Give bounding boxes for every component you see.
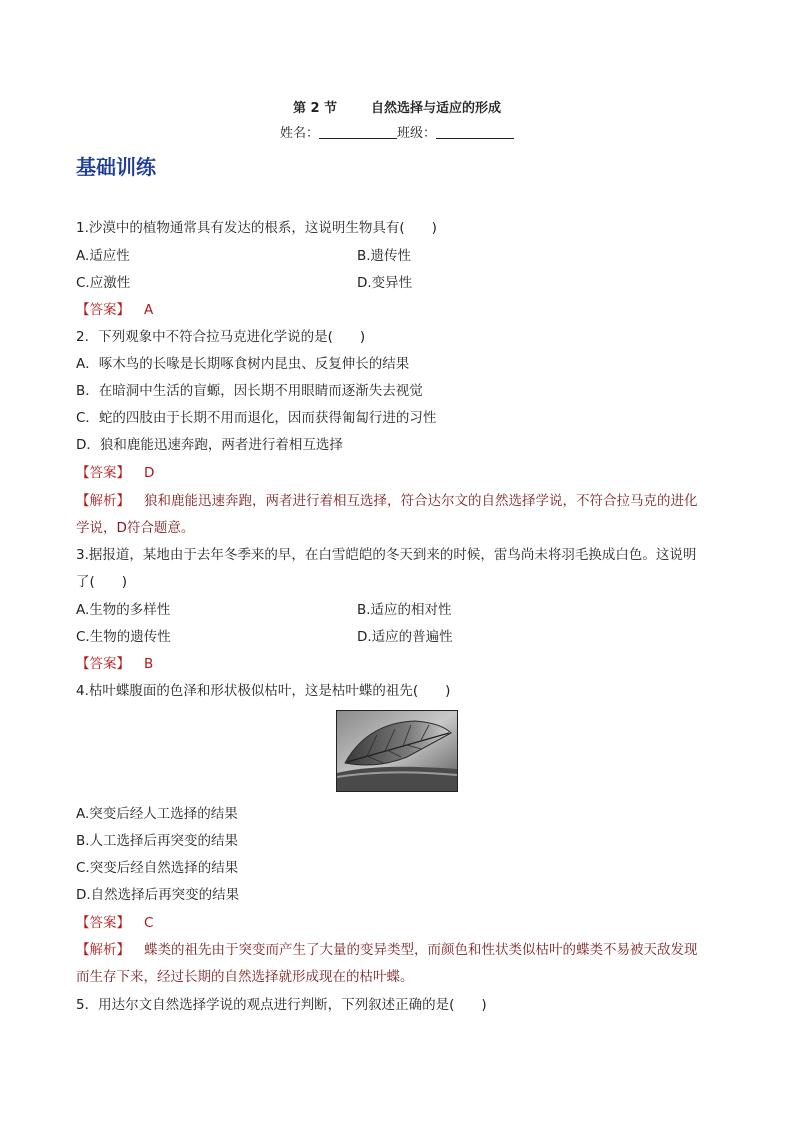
answer-label: 【答案】 [76, 302, 130, 318]
question-5-stem: 5．用达尔文自然选择学说的观点进行判断，下列叙述正确的是( ) [76, 997, 487, 1013]
q1-option-a: A.适应性 [76, 248, 130, 264]
answer-value: B [144, 656, 154, 672]
q2-option-b: B．在暗洞中生活的盲螈，因长期不用眼睛而逐渐失去视觉 [76, 383, 423, 399]
q4-option-b: B.人工选择后再突变的结果 [76, 833, 239, 849]
q4-option-c: C.突变后经自然选择的结果 [76, 860, 239, 876]
answer-value: C [144, 915, 154, 931]
question-3-stem: 3.据报道，某地由于去年冬季来的早，在白雪皑皑的冬天到来的时候，雷鸟尚未将羽毛换成白色。这说明 [76, 547, 697, 563]
q4-answer [76, 914, 153, 932]
explain-text: 狼和鹿能迅速奔跑，两者进行着相互选择，符合达尔文的自然选择学说，不符合拉马克的进化 [144, 493, 698, 509]
q2-option-d: D．狼和鹿能迅速奔跑，两者进行着相互选择 [76, 437, 343, 453]
answer-value: D [144, 465, 155, 481]
q4-explanation [76, 941, 698, 959]
q2-option-a: A．啄木鸟的长喙是长期啄食树内昆虫、反复伸长的结果 [76, 356, 410, 372]
q3-option-b: B.适应的相对性 [357, 602, 452, 618]
q3-answer [76, 655, 153, 673]
q2-option-c: C．蛇的四肢由于长期不用而退化，因而获得匍匐行进的习性 [76, 410, 437, 426]
q2-answer [76, 464, 154, 482]
q3-option-d: D.适应的普遍性 [357, 629, 453, 645]
q4-explanation-cont: 而生存下来，经过长期的自然选择就形成现在的枯叶蝶。 [76, 969, 414, 985]
q3-option-a: A.生物的多样性 [76, 602, 171, 618]
section-number: 第 2 节 [292, 101, 338, 116]
explain-label: 【解析】 [76, 493, 130, 509]
answer-label: 【答案】 [76, 915, 130, 931]
question-1-stem: 1.沙漠中的植物通常具有发达的根系，这说明生物具有( ) [76, 220, 437, 236]
dead-leaf-butterfly-illustration [337, 711, 457, 791]
answer-label: 【答案】 [76, 465, 130, 481]
leaf-butterfly-photo [336, 710, 458, 792]
q4-option-d: D.自然选择后再突变的结果 [76, 887, 240, 903]
q3-option-c: C.生物的遗传性 [76, 629, 171, 645]
explain-label: 【解析】 [76, 942, 130, 958]
answer-value: A [144, 302, 154, 318]
class-label: 班级： [397, 126, 437, 141]
q1-option-b: B.遗传性 [357, 248, 412, 264]
name-label: 姓名： [279, 126, 319, 141]
q1-option-d: D.变异性 [357, 275, 413, 291]
q1-answer [76, 301, 153, 319]
section-heading: 基础训练 [76, 155, 156, 179]
answer-label: 【答案】 [76, 656, 130, 672]
class-blank[interactable] [436, 124, 514, 139]
q2-explanation [76, 492, 698, 510]
question-4-stem: 4.枯叶蝶腹面的色泽和形状极似枯叶，这是枯叶蝶的祖先( ) [76, 683, 451, 699]
lesson-title: 自然选择与适应的形成 [371, 101, 502, 116]
q2-explanation-cont: 学说，D符合题意。 [76, 520, 195, 536]
student-info-line [0, 122, 794, 141]
name-blank[interactable] [319, 124, 397, 139]
explain-text: 蝶类的祖先由于突变而产生了大量的变异类型，而颜色和性状类似枯叶的蝶类不易被天敌发现 [144, 942, 698, 958]
page-title [0, 97, 794, 116]
q4-option-a: A.突变后经人工选择的结果 [76, 806, 238, 822]
question-3-stem-cont: 了( ) [76, 574, 128, 590]
q1-option-c: C.应激性 [76, 275, 131, 291]
question-2-stem: 2．下列观象中不符合拉马克进化学说的是( ) [76, 329, 366, 345]
